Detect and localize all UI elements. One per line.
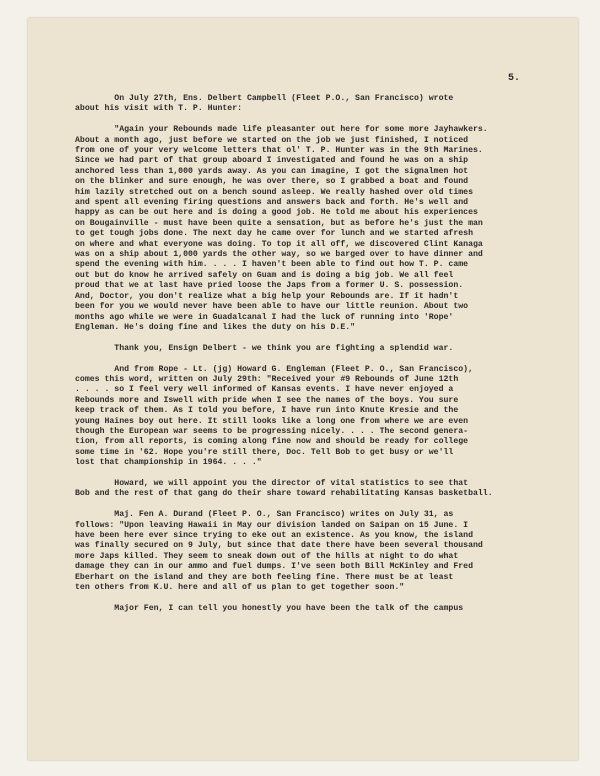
text-line: lost that championship in 1964. . . ." xyxy=(75,458,262,468)
paragraph xyxy=(75,510,553,593)
text-line: Thank you, Ensign Delbert - we think you are fighting a splendid war. xyxy=(75,343,454,353)
text-line: some time in '62. Hope you're still there, Doc. Tell Bob to get busy or we'll xyxy=(75,447,454,457)
text-line: Bob and the rest of that gang do their share toward rehabilitating Kansas basketball. xyxy=(75,489,493,499)
paragraph xyxy=(75,344,553,354)
text-line: follows: "Upon leaving Hawaii in May our division landed on Saipan on 15 June. I xyxy=(75,520,469,530)
text-line: on where and what everyone was doing. To top it all off, we discovered Clint Kanaga xyxy=(75,239,483,249)
text-line: on the blinker and sure enough, he was over there, so I grabbed a boat and found xyxy=(75,177,469,187)
text-line: was finally secured on 9 July, but since that date there have been several thousand xyxy=(75,541,483,551)
text-line: Maj. Fen A. Durand (Fleet P. O., San Francisco) writes on July 31, as xyxy=(75,510,454,520)
text-line: Eberhart on the island and they are both feeling fine. There must be at least xyxy=(75,572,454,582)
letter-body xyxy=(75,94,553,625)
text-line: Since we had part of that group aboard I investigated and found he was on a ship xyxy=(75,156,469,166)
text-line: young Haines boy out here. It still looks like a long one from where we are even xyxy=(75,416,469,426)
text-line: Major Fen, I can tell you honestly you have been the talk of the campus xyxy=(75,603,464,613)
text-line: On July 27th, Ens. Delbert Campbell (Fleet P.O., San Francisco) wrote xyxy=(75,94,454,103)
text-line: though the European war seems to be progressing nicely. . . . The second genera- xyxy=(75,426,469,436)
text-line: happy as can be out here and is doing a good job. He told me about his experiences xyxy=(75,208,478,218)
text-line: spend the evening with him. . . . I haven't been able to find out how T. P. came xyxy=(75,260,469,270)
text-line: proud that we at last have pried loose the Japs from a former U. S. possession. xyxy=(75,281,464,291)
text-line: anchored less than 1,000 yards away. As you can imagine, I got the signalmen hot xyxy=(75,166,469,176)
text-line: And, Doctor, you don't realize what a big help your Rebounds are. If it hadn't xyxy=(75,291,459,301)
text-line: to get tough jobs done. The next day he came over for lunch and we started afresh xyxy=(75,229,473,239)
text-line: comes this word, written on July 29th: "Received your #9 Rebounds of June 12th xyxy=(75,374,459,384)
text-line: was on a ship about 1,000 yards the other way, so we barged over to have dinner and xyxy=(75,250,483,260)
text-line: ten others from K.U. here and all of us plan to get together soon." xyxy=(75,583,405,593)
text-line: out but do know he arrived safely on Guam and is doing a big job. We all feel xyxy=(75,270,454,280)
text-line: Rebounds more and Iswell with pride when I see the names of the boys. You sure xyxy=(75,395,459,405)
text-line: been for you we would never have been able to have our little reunion. About two xyxy=(75,302,469,312)
text-line: "Again your Rebounds made life pleasanter out here for some more Jayhawkers. xyxy=(75,125,488,135)
text-line: About a month ago, just before we started on the job we just finished, I noticed xyxy=(75,135,469,145)
text-line: more Japs killed. They seem to sneak down out of the hills at night to do what xyxy=(75,551,459,561)
page-number: 5. xyxy=(508,73,521,84)
text-line: tion, from all reports, is coming along fine now and should be ready for college xyxy=(75,437,469,447)
text-line: and spent all evening firing questions and answers back and forth. He's well and xyxy=(75,198,469,208)
text-line: from one of your very welcome letters that ol' T. P. Hunter was in the 9th Marines. xyxy=(75,146,483,156)
paragraph xyxy=(75,365,553,469)
text-line: have been here ever since trying to eke out an existence. As you know, the island xyxy=(75,530,473,540)
paragraph xyxy=(75,604,553,614)
text-line: Engleman. He's doing fine and likes the duty on his D.E." xyxy=(75,322,356,332)
text-line: him lazily stretched out on a bench sound asleep. We really hashed over old times xyxy=(75,187,473,197)
text-line: Howard, we will appoint you the director of vital statistics to see that xyxy=(75,478,469,488)
paragraph xyxy=(75,479,553,500)
paragraph xyxy=(75,94,553,115)
text-line: And from Rope - Lt. (jg) Howard G. Engleman (Fleet P. O., San Francisco), xyxy=(75,364,473,374)
text-line: months ago while we were in Guadalcanal I had the luck of running into 'Rope' xyxy=(75,312,454,322)
text-line: on Bougainville - must have been quite a sensation, but as before he's just the man xyxy=(75,218,483,228)
text-line: damage they can in our ammo and fuel dumps. I've seen both Bill McKinley and Fred xyxy=(75,562,473,572)
text-line: about his visit with T. P. Hunter: xyxy=(75,104,243,114)
paragraph xyxy=(75,125,553,333)
text-line: keep track of them. As I told you before, I have run into Knute Kresie and the xyxy=(75,406,459,416)
text-line: . . . . so I feel very well informed of Kansas events. I have never enjoyed a xyxy=(75,385,454,395)
